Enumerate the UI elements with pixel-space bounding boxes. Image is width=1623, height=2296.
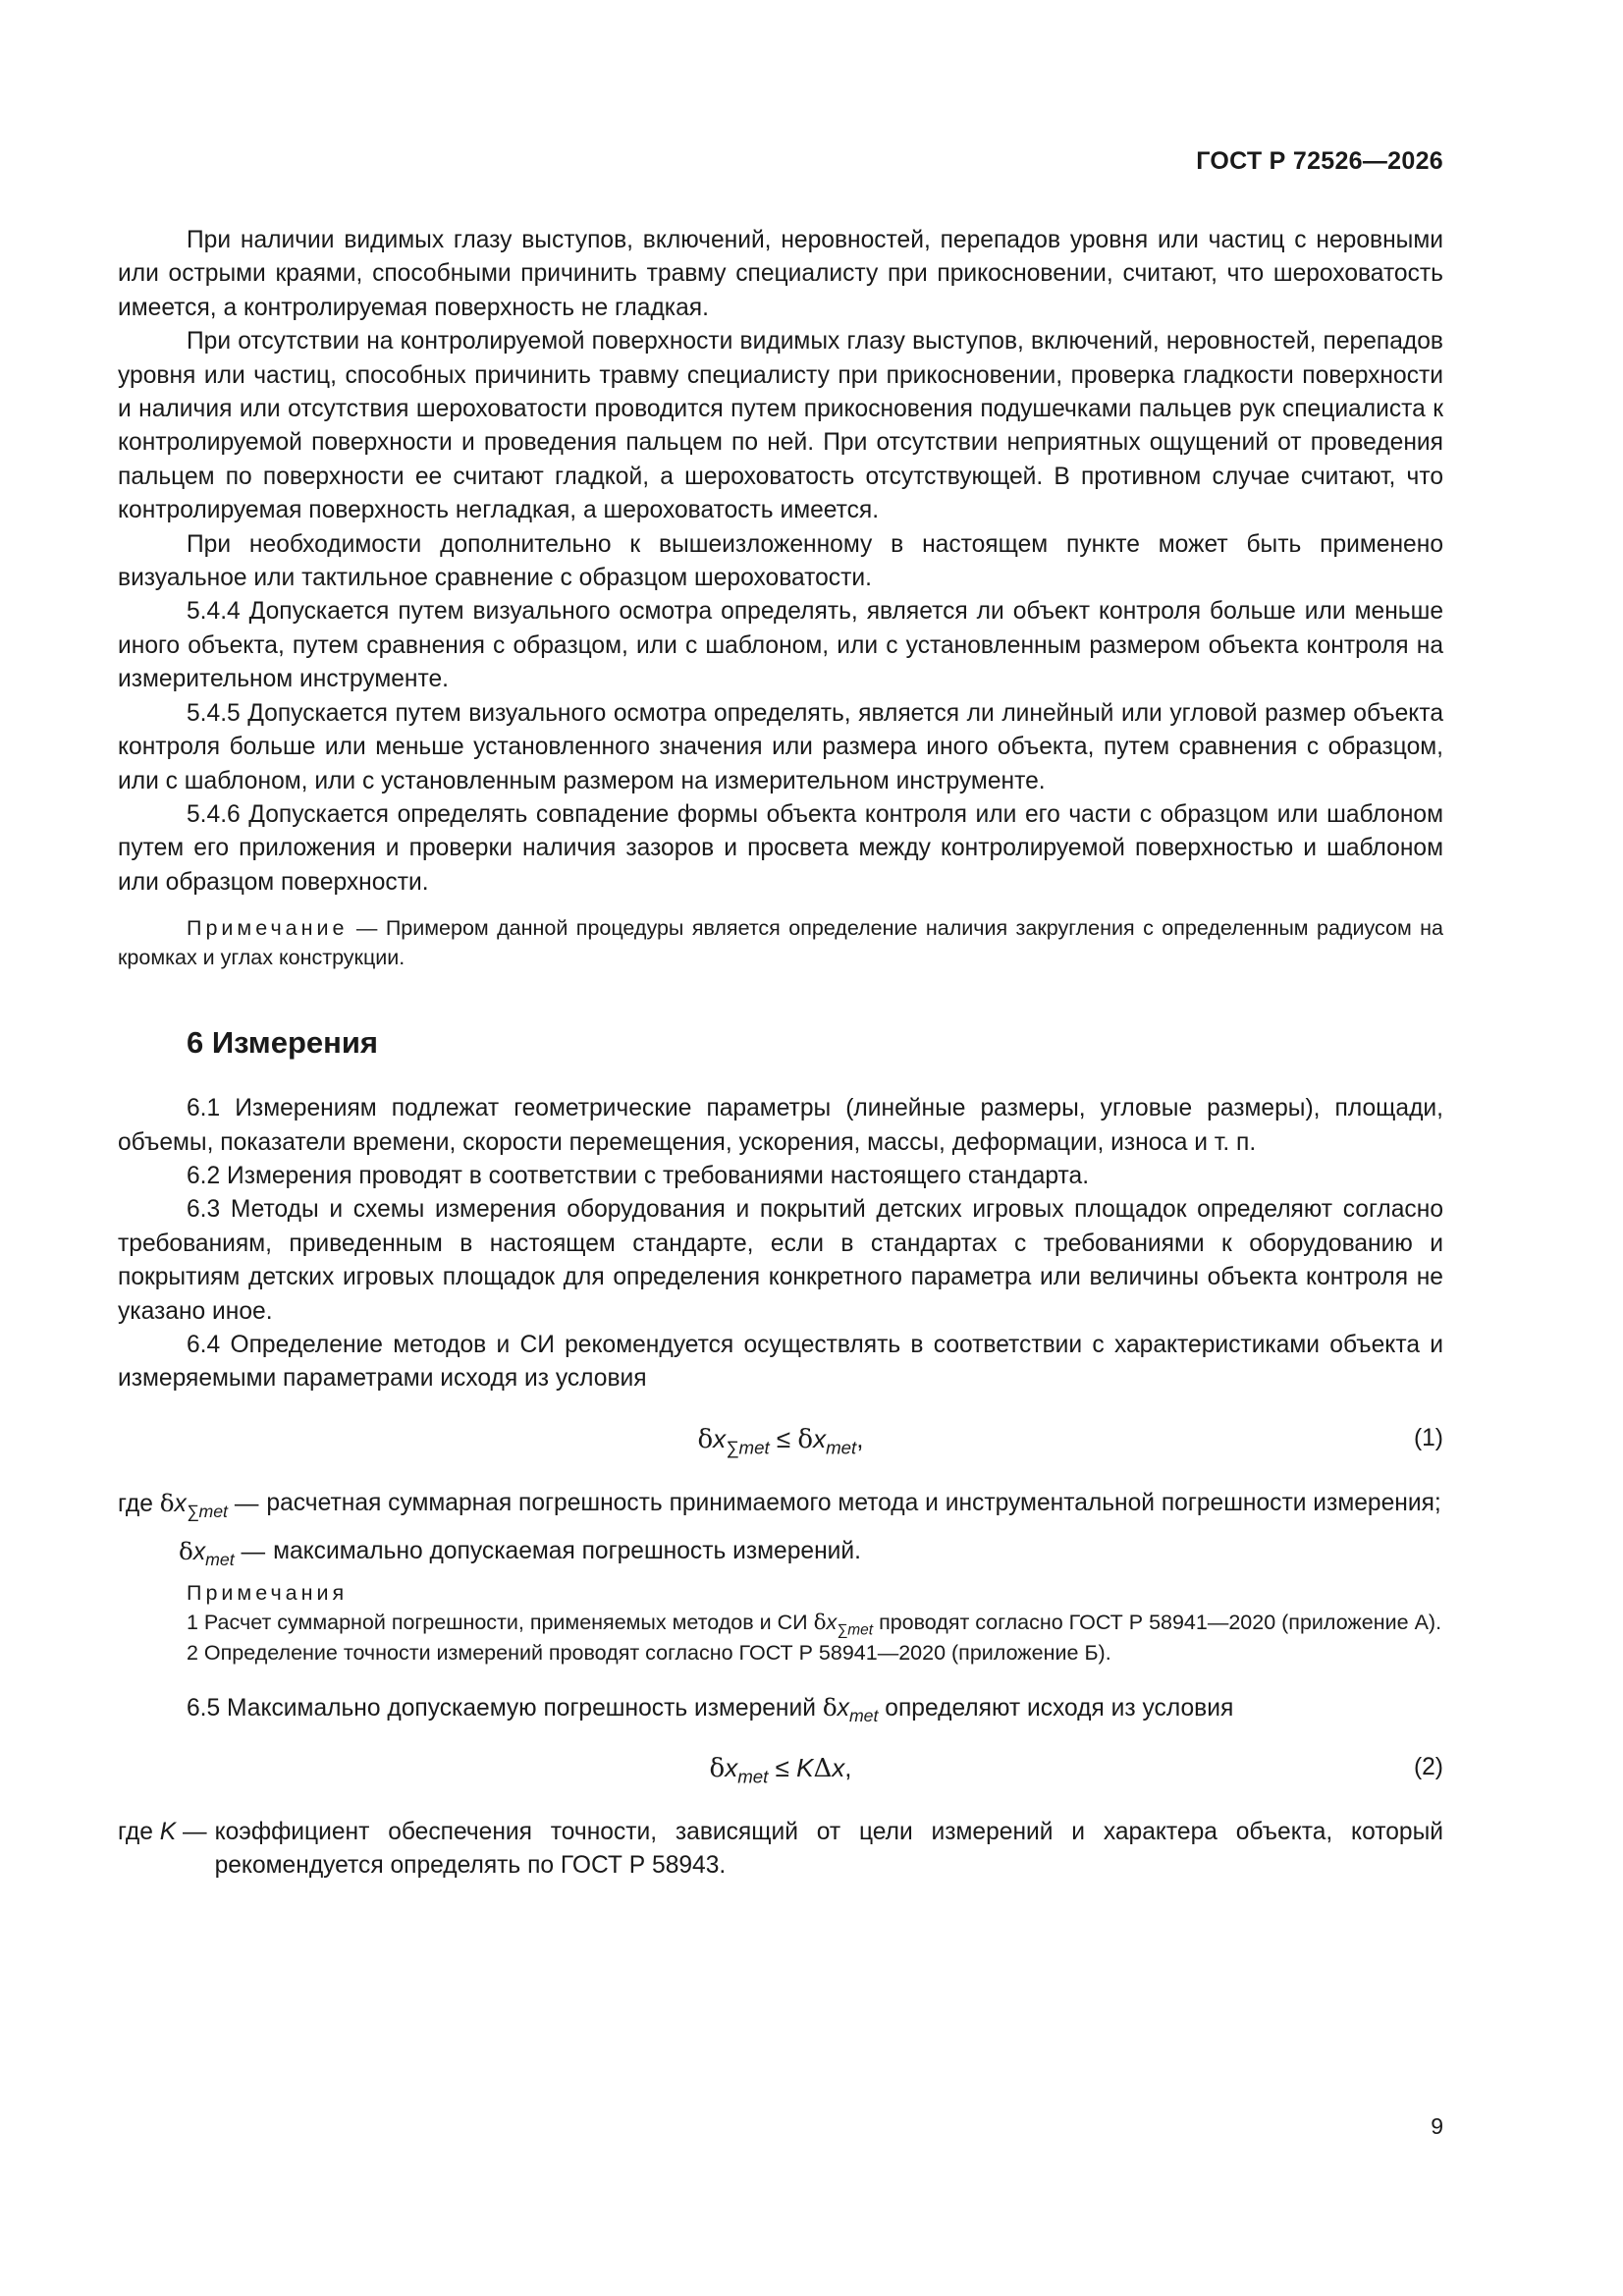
formula-2 [118, 1751, 1443, 1794]
clause-6-5: 6.5 Максимально допускаемую погрешность измерений $\delta x_{met}$ определяют исходя из условия [187, 1692, 1234, 1725]
formula-1-number: (1) [1413, 1424, 1443, 1451]
clause-6-3: 6.3 Методы и схемы измерения оборудования и покрытий детских игровых площадок определяют согласно требованиям, приведенным в настоящем стандарте, если в стандартах с требованиями к оборудованию и покрытиям детских игровых площадок для определения конкретного параметра или величины объекта контроля не указано иное. [118, 1196, 1443, 1325]
note-1: 1 Расчет суммарной погрешности, применяемых методов и СИ $\delta x_{\sum met}$ проводят согласно ГОСТ Р 58941—2020 (приложение А). [187, 1610, 1442, 1638]
clause-5-4-4: 5.4.4 Допускается путем визуального осмотра определять, является ли объект контроля больше или меньше иного объекта, путем сравнения с образцом, или с шаблоном, или с установленным размером объекта контроля на измерительном инструменте. [118, 598, 1443, 693]
page-number: 9 [1431, 2113, 1443, 2139]
clause-5-4-6: 5.4.6 Допускается определять совпадение формы объекта контроля или его части с образцом или шаблоном путем его приложения и проверки наличия зазоров и просвета между контролируемой поверхностью и шаблоном или образцом поверхности. [118, 800, 1443, 896]
formula-2-expression: $\delta x_{met} \le K\Delta x$, [709, 1753, 852, 1787]
note-2: 2 Определение точности измерений проводят согласно ГОСТ Р 58941—2020 (приложение Б). [187, 1640, 1111, 1665]
note-label: Примечание [187, 916, 349, 941]
note-dash: — [348, 916, 386, 941]
notes-heading: Примечания [187, 1580, 349, 1605]
formula-1 [118, 1422, 1443, 1465]
paragraph: При отсутствии на контролируемой поверхности видимых глазу выступов, включений, неровностей, перепадов уровня или частиц, способных причинить травму специалисту при прикосновении, проверка гладкости поверхности и наличия или отсутствия шероховатости проводится путем прикосновения подушечками пальцев рук специалиста к контролируемой поверхности и проведения пальцем по ней. При отсутствии неприятных ощущений от проведения пальцем по поверхности ее считают гладкой, а шероховатость отсутствующей. В противном случае считают, что контролируемая поверхность негладкая, а шероховатость имеется. [118, 328, 1443, 524]
clause-6-4: 6.4 Определение методов и СИ рекомендуется осуществлять в соответствии с характеристиками объекта и измеряемыми параметрами исходя из условия [118, 1331, 1443, 1393]
document-body [118, 224, 1443, 1884]
section-6-title: 6 Измерения [187, 1025, 378, 1061]
paragraph: При наличии видимых глазу выступов, включений, неровностей, перепадов уровня или частиц с неровными или острыми краями, способными причинить травму специалисту при прикосновении, считают, что шероховатость имеется, а контролируемая поверхность не гладкая. [118, 227, 1443, 321]
paragraph: При необходимости дополнительно к вышеизложенному в настоящем пункте может быть применено визуальное или тактильное сравнение с образцом шероховатости. [118, 530, 1443, 592]
note-text: Примером данной процедуры является определение наличия закругления с определенным радиусом на кромках и углах конструкции. [118, 916, 1443, 970]
note [118, 913, 1443, 972]
where-item: где $\delta x_{\sum met}$ — расчетная суммарная погрешность принимаемого метода и инструментальной погрешности измерения; [118, 1488, 1441, 1521]
clause-6-1: 6.1 Измерениям подлежат геометрические параметры (линейные размеры, угловые размеры), площади, объемы, показатели времени, скорости перемещения, ускорения, массы, деформации, износа и т. п. [118, 1095, 1443, 1156]
where-item: где K — коэффициент обеспечения точности, зависящий от цели измерений и характера объекта, который рекомендуется определять по ГОСТ Р 58943. [118, 1819, 1443, 1880]
clause-5-4-5: 5.4.5 Допускается путем визуального осмотра определять, является ли линейный или угловой размер объекта контроля больше или меньше установленного значения или размера иного объекта, путем сравнения с образцом, или с шаблоном, или с установленным размером на измерительном инструменте. [118, 699, 1443, 794]
document-id-header: ГОСТ Р 72526—2026 [1196, 147, 1443, 175]
formula-1-expression: $\delta x_{\sum met} \le \delta x_{met}$, [697, 1423, 864, 1458]
clause-6-2: 6.2 Измерения проводят в соответствии с требованиями настоящего стандарта. [187, 1162, 1090, 1189]
where-item: $\delta x_{met}$ — максимально допускаемая погрешность измерений. [179, 1537, 861, 1570]
formula-2-number: (2) [1413, 1754, 1443, 1780]
